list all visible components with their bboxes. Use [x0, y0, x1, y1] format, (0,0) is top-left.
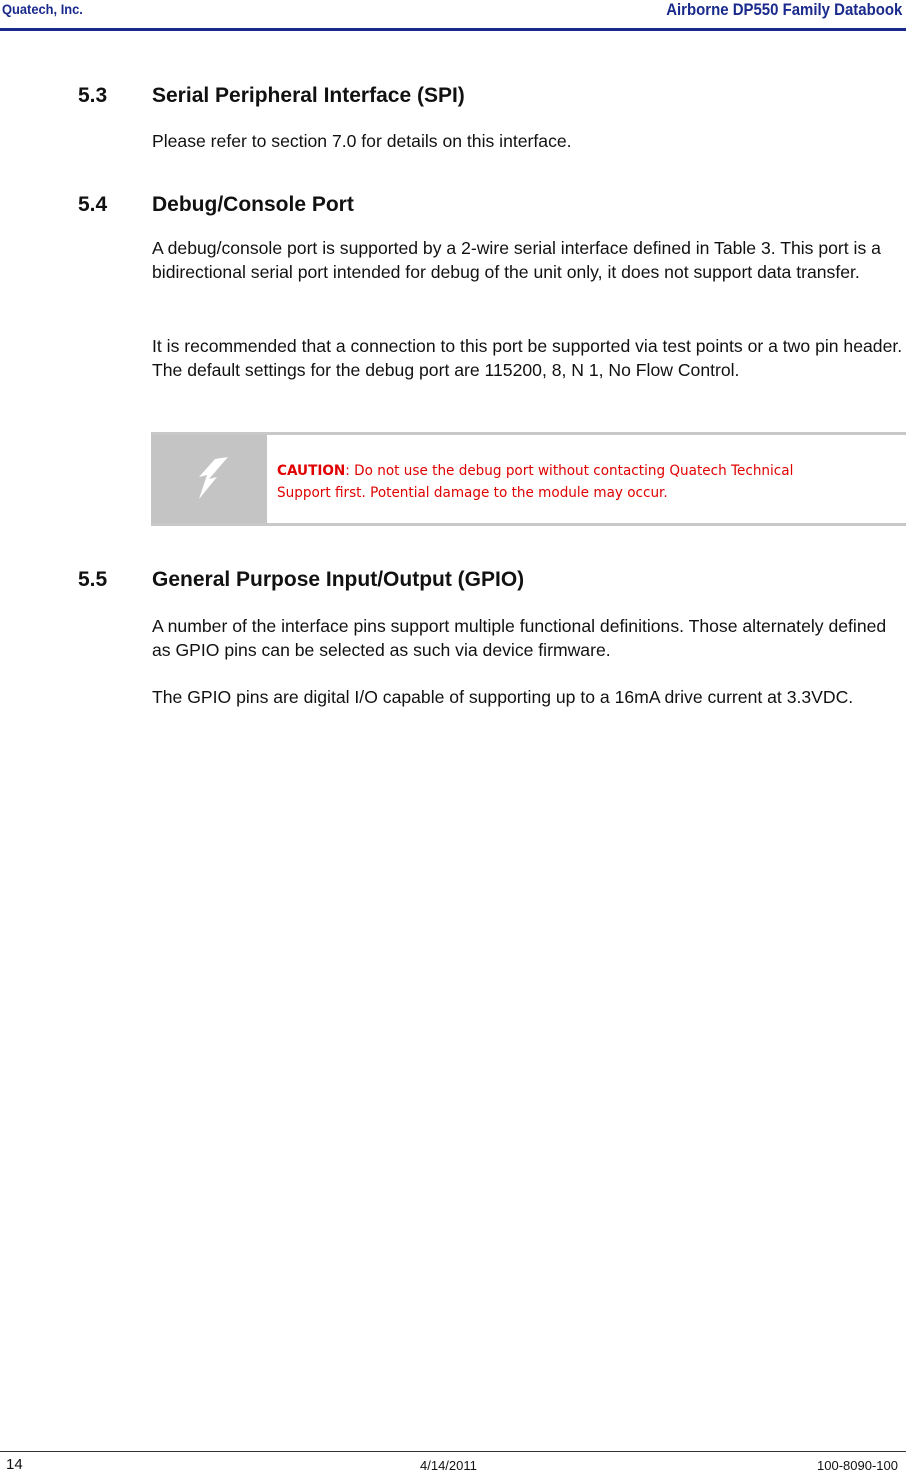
- caution-message: : Do not use the debug port without contacting Quatech Technical Support first. Potential damage to the module may occur.: [277, 462, 794, 501]
- caution-text: [277, 460, 835, 504]
- footer-page-number: 14: [6, 1456, 23, 1473]
- footer-doc-number: 100-8090-100: [817, 1458, 898, 1473]
- section-5-5-title: General Purpose Input/Output (GPIO): [152, 568, 525, 591]
- section-5-4-paragraph-1: A debug/console port is supported by a 2-wire serial interface defined in Table 3. This port is a bidirectional serial port intended for debug of the unit only, it does not support data transfer.: [152, 238, 881, 282]
- section-5-3-paragraph-1: Please refer to section 7.0 for details on this interface.: [152, 131, 572, 151]
- footer-date: 4/14/2011: [420, 1458, 477, 1473]
- header-rule: [0, 28, 906, 31]
- section-5-4-title: Debug/Console Port: [152, 193, 354, 216]
- caution-icon-cell: [151, 435, 267, 523]
- section-5-3-number: 5.3: [78, 84, 108, 107]
- header-doc-title: Airborne DP550 Family Databook: [665, 0, 902, 19]
- section-5-5-paragraph-1: A number of the interface pins support multiple functional definitions. Those alternately defined as GPIO pins can be selected as such via device firmware.: [152, 616, 887, 660]
- caution-label: CAUTION: [277, 462, 346, 479]
- footer-rule: [0, 1451, 906, 1452]
- section-5-5-paragraph-2: The GPIO pins are digital I/O capable of supporting up to a 16mA drive current at 3.3VDC.: [152, 687, 854, 707]
- section-5-4-number: 5.4: [78, 193, 108, 216]
- section-5-3-title: Serial Peripheral Interface (SPI): [152, 84, 465, 107]
- header-company: Quatech, Inc.: [2, 1, 83, 17]
- section-5-5-number: 5.5: [78, 568, 108, 591]
- lightning-bolt-icon: [195, 457, 229, 499]
- caution-box: [151, 432, 906, 526]
- section-5-4-paragraph-2: It is recommended that a connection to this port be supported via test points or a two pin header. The default settings for the debug port are 115200, 8, N 1, No Flow Control.: [152, 336, 903, 380]
